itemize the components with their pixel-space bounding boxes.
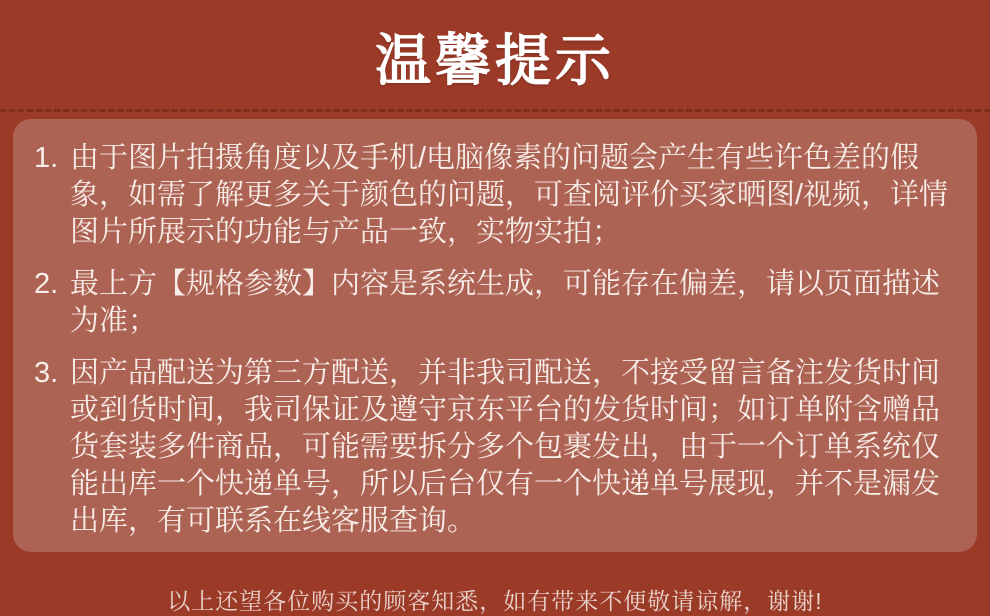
- page-title: 温馨提示: [375, 29, 615, 92]
- notice-item-1: [33, 140, 953, 251]
- notice-item-number: 2.: [34, 268, 59, 300]
- footer-note: 以上还望各位购买的顾客知悉，如有带来不便敬请谅解，谢谢!: [167, 588, 823, 614]
- dashed-divider: [0, 109, 990, 112]
- notice-item-2: [33, 266, 953, 340]
- notice-item-number: 3.: [34, 357, 59, 389]
- notice-item-number: 1.: [34, 142, 59, 174]
- notice-panel: [13, 119, 977, 552]
- notice-item-text: 由于图片拍摄角度以及手机/电脑像素的问题会产生有些许色差的假象，如需了解更多关于颜色的问题，可查阅评价买家晒图/视频，详情图片所展示的功能与产品一致，实物实拍；: [70, 142, 949, 248]
- notice-item-text: 最上方【规格参数】内容是系统生成，可能存在偏差，请以页面描述为准；: [70, 268, 941, 337]
- notice-item-text: 因产品配送为第三方配送，并非我司配送，不接受留言备注发货时间或到货时间，我司保证及遵守京东平台的发货时间；如订单附含赠品货套装多件商品，可能需要拆分多个包裹发出，由于一个订单系统仅能出库一个快递单号，所以后台仅有一个快递单号展现，并不是漏发出库，有可联系在线客服查询。: [70, 357, 941, 537]
- notice-item-3: [33, 355, 953, 540]
